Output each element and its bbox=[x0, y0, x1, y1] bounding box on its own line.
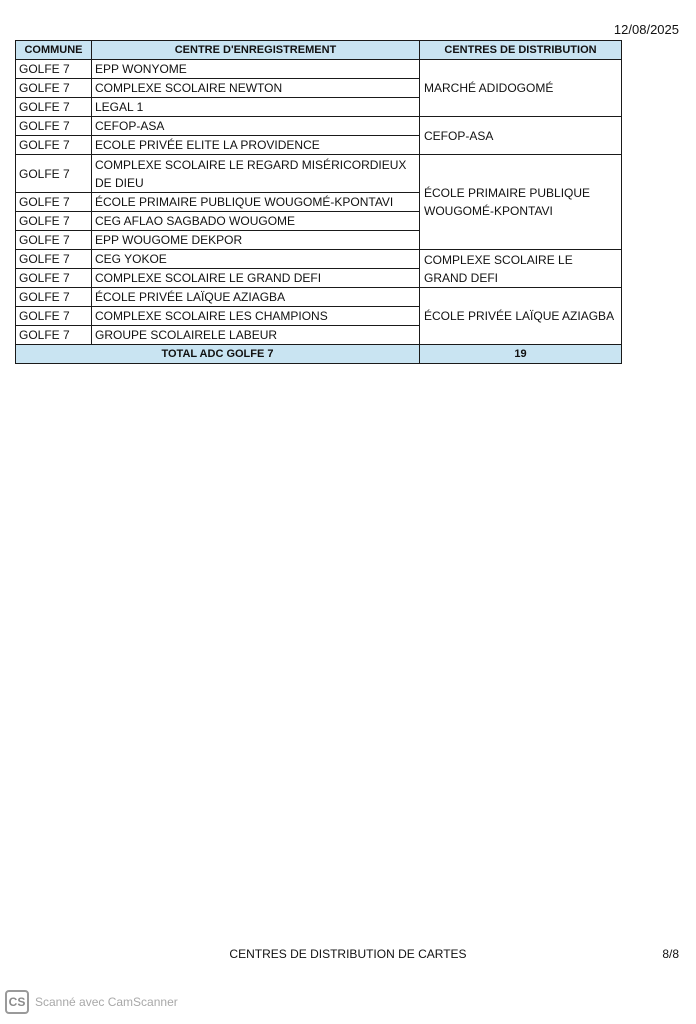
commune-cell: GOLFE 7 bbox=[16, 193, 92, 212]
centre-cell: CEG AFLAO SAGBADO WOUGOME bbox=[92, 212, 420, 231]
commune-cell: GOLFE 7 bbox=[16, 212, 92, 231]
total-label: TOTAL ADC GOLFE 7 bbox=[16, 345, 420, 364]
centre-cell: CEG YOKOE bbox=[92, 250, 420, 269]
footer-title: CENTRES DE DISTRIBUTION DE CARTES bbox=[229, 947, 467, 961]
watermark-text: Scanné avec CamScanner bbox=[35, 995, 178, 1009]
commune-cell: GOLFE 7 bbox=[16, 288, 92, 307]
commune-cell: GOLFE 7 bbox=[16, 155, 92, 193]
centre-cell: LEGAL 1 bbox=[92, 98, 420, 117]
commune-cell: GOLFE 7 bbox=[16, 117, 92, 136]
commune-cell: GOLFE 7 bbox=[16, 231, 92, 250]
header-centre-enregistrement: CENTRE D'ENREGISTREMENT bbox=[92, 41, 420, 60]
centre-cell: ÉCOLE PRIVÉE LAÏQUE AZIAGBA bbox=[92, 288, 420, 307]
centre-cell: COMPLEXE SCOLAIRE LE GRAND DEFI bbox=[92, 269, 420, 288]
commune-cell: GOLFE 7 bbox=[16, 269, 92, 288]
distribution-table bbox=[15, 40, 622, 364]
centre-cell: ÉCOLE PRIMAIRE PUBLIQUE WOUGOMÉ-KPONTAVI bbox=[92, 193, 420, 212]
table-row bbox=[16, 117, 622, 136]
commune-cell: GOLFE 7 bbox=[16, 250, 92, 269]
document-date: 12/08/2025 bbox=[613, 22, 679, 37]
table-row bbox=[16, 250, 622, 269]
centre-cell: EPP WONYOME bbox=[92, 60, 420, 79]
camscanner-watermark bbox=[5, 990, 178, 1014]
camscanner-logo-icon: CS bbox=[5, 990, 29, 1014]
centre-cell: EPP WOUGOME DEKPOR bbox=[92, 231, 420, 250]
table-row bbox=[16, 288, 622, 307]
distribution-cell: ÉCOLE PRIMAIRE PUBLIQUE WOUGOMÉ-KPONTAVI bbox=[420, 155, 622, 250]
header-centres-distribution: CENTRES DE DISTRIBUTION bbox=[420, 41, 622, 60]
total-row bbox=[16, 345, 622, 364]
commune-cell: GOLFE 7 bbox=[16, 60, 92, 79]
commune-cell: GOLFE 7 bbox=[16, 98, 92, 117]
centre-cell: ECOLE PRIVÉE ELITE LA PROVIDENCE bbox=[92, 136, 420, 155]
centre-cell: GROUPE SCOLAIRELE LABEUR bbox=[92, 326, 420, 345]
distribution-cell: MARCHÉ ADIDOGOMÉ bbox=[420, 60, 622, 117]
page-number: 8/8 bbox=[662, 947, 679, 961]
centre-cell: COMPLEXE SCOLAIRE LES CHAMPIONS bbox=[92, 307, 420, 326]
centre-cell: COMPLEXE SCOLAIRE LE REGARD MISÉRICORDIEUX DE DIEU bbox=[92, 155, 420, 193]
header-commune: COMMUNE bbox=[16, 41, 92, 60]
table-header-row bbox=[16, 41, 622, 60]
distribution-cell: ÉCOLE PRIVÉE LAÏQUE AZIAGBA bbox=[420, 288, 622, 345]
centre-cell: CEFOP-ASA bbox=[92, 117, 420, 136]
table-row bbox=[16, 155, 622, 193]
centre-cell: COMPLEXE SCOLAIRE NEWTON bbox=[92, 79, 420, 98]
commune-cell: GOLFE 7 bbox=[16, 307, 92, 326]
table-row bbox=[16, 60, 622, 79]
distribution-cell: CEFOP-ASA bbox=[420, 117, 622, 155]
commune-cell: GOLFE 7 bbox=[16, 79, 92, 98]
distribution-cell: COMPLEXE SCOLAIRE LE GRAND DEFI bbox=[420, 250, 622, 288]
commune-cell: GOLFE 7 bbox=[16, 326, 92, 345]
commune-cell: GOLFE 7 bbox=[16, 136, 92, 155]
total-value: 19 bbox=[420, 345, 622, 364]
